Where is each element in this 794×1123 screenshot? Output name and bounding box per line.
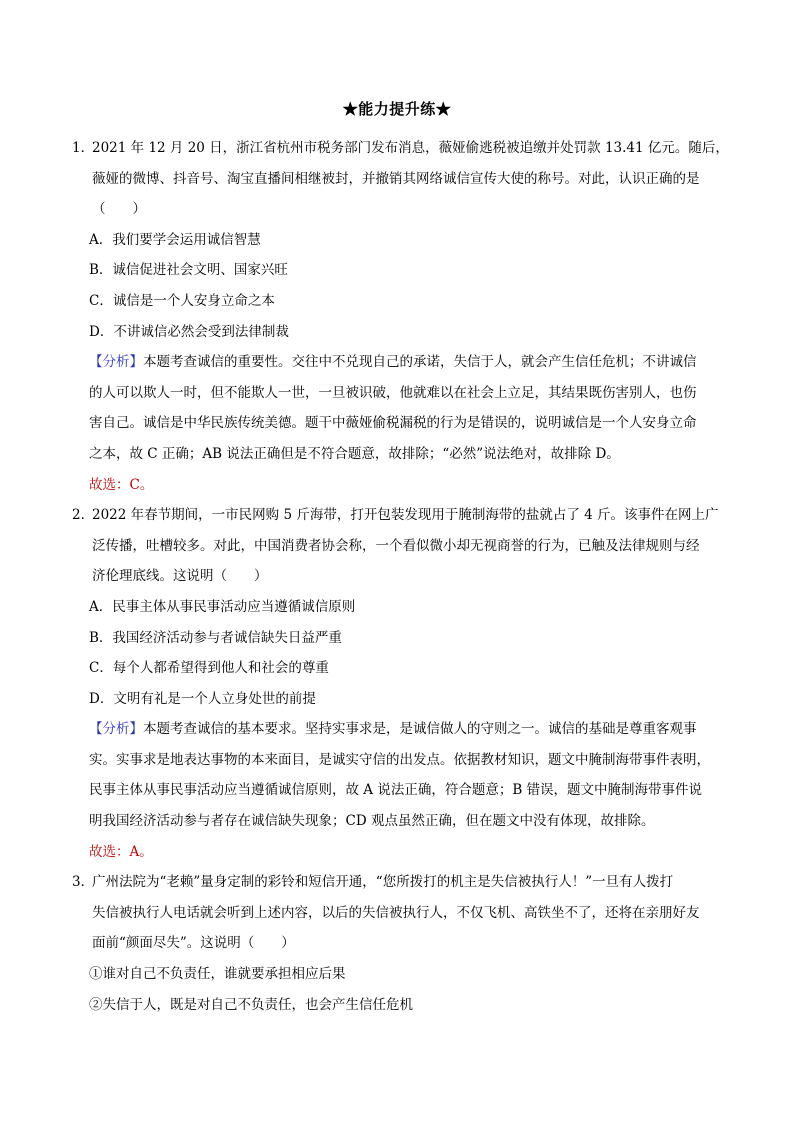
answer: 故选：A。 — [89, 843, 153, 860]
option-d: D．不讲诚信必然会受到法律制裁 — [89, 323, 289, 340]
question-stem-line: 2021 年 12 月 20 日，浙江省杭州市税务部门发布消息，薇娅偷逃税被追缴并处罚款 13.41 亿元。随后， — [92, 140, 729, 156]
option-a: A．我们要学会运用诚信智慧 — [89, 231, 261, 248]
option-c: C．每个人都希望得到他人和社会的尊重 — [89, 660, 329, 677]
analysis — [72, 714, 732, 836]
question-number: 1． — [72, 140, 95, 156]
question-stem-line: 广州法院为“老赖”量身定制的彩铃和短信开通，“您所拨打的机主是失信被执行人！”一旦有人拨打 — [92, 874, 674, 891]
question-3 — [72, 867, 732, 959]
question-2 — [72, 500, 732, 592]
question-stem-line: 泛传播，吐槽较多。对此，中国消费者协会称，一个看似微小却无视商誉的行为，已触及法律规则与经 — [92, 537, 700, 554]
question-1 — [72, 133, 732, 225]
analysis-line: 民事主体从事民事活动应当遵循诚信原则，故 A 说法正确，符合题意；B 错误，题文中腌制海带事件说 — [89, 782, 703, 799]
analysis-line: 之本，故 C 正确；AB 说法正确但是不符合题意，故排除；“必然”说法绝对，故排除 D。 — [89, 445, 620, 462]
analysis-tag: 【分析】 — [89, 354, 143, 371]
statement-1: ①谁对自己不负责任，谁就要承担相应后果 — [89, 966, 346, 983]
question-number: 3． — [72, 874, 95, 891]
option-b: B．诚信促进社会文明、国家兴旺 — [89, 262, 288, 279]
question-stem-line: （ ） — [92, 201, 146, 218]
section-title: ★能力提升练★ — [342, 100, 452, 118]
question-number: 2． — [72, 507, 95, 524]
question-stem-line: 济伦理底线。这说明（ ） — [92, 568, 268, 585]
option-c: C．诚信是一个人安身立命之本 — [89, 292, 275, 309]
analysis — [72, 347, 732, 469]
analysis-tag: 【分析】 — [89, 721, 143, 738]
option-d: D．文明有礼是一个人立身处世的前提 — [89, 690, 316, 707]
analysis-line: 本题考查诚信的基本要求。坚持实事求是，是诚信做人的守则之一。诚信的基础是尊重客观事 — [143, 721, 697, 738]
option-b: B．我国经济活动参与者诚信缺失日益严重 — [89, 629, 342, 646]
analysis-line: 害自己。诚信是中华民族传统美德。题干中薇娅偷税漏税的行为是错误的，说明诚信是一个人安身立命 — [89, 415, 697, 432]
question-stem-line: 失信被执行人电话就会听到上述内容，以后的失信被执行人，不仅飞机、高铁坐不了，还将在亲朋好友 — [92, 904, 700, 921]
analysis-line: 实。实事求是地表达事物的本来面目，是诚实守信的出发点。依据教材知识，题文中腌制海带事件表明， — [89, 751, 710, 768]
analysis-line: 本题考查诚信的重要性。交往中不兑现自己的承诺，失信于人，就会产生信任危机；不讲诚信 — [143, 354, 697, 371]
question-stem-line: 面前“颜面尽失”。这说明（ ） — [92, 935, 295, 952]
question-stem-line: 2022 年春节期间，一市民网购 5 斤海带，打开包装发现用于腌制海带的盐就占了 4 斤。该事件在网上广 — [92, 507, 719, 524]
answer: 故选：C。 — [89, 476, 154, 493]
question-stem-line: 薇娅的微博、抖音号、淘宝直播间相继被封，并撤销其网络诚信宣传大使的称号。对此，认识正确的是 — [92, 170, 700, 187]
question-list — [72, 133, 732, 1020]
statement-2: ②失信于人，既是对自己不负责任，也会产生信任危机 — [89, 996, 413, 1013]
option-a: A．民事主体从事民事活动应当遵循诚信原则 — [89, 598, 356, 615]
analysis-line: 明我国经济活动参与者存在诚信缺失现象；CD 观点虽然正确，但在题文中没有体现，故排除。 — [89, 813, 655, 830]
analysis-line: 的人可以欺人一时，但不能欺人一世，一旦被识破，他就难以在社会上立足，其结果既伤害别人，也伤 — [89, 384, 697, 401]
